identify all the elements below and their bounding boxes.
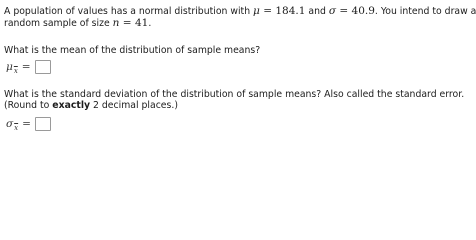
rounding-instruction [4, 100, 178, 111]
xbar-subscript: $\overline{x}$ [14, 124, 19, 132]
n-expression: n = 41 [112, 17, 149, 29]
and-text: and [305, 6, 329, 17]
n-symbol: n [112, 17, 120, 29]
mu-letter: μ [6, 61, 13, 73]
mu-value: 184.1 [275, 5, 306, 17]
equals-sign: = [21, 61, 31, 73]
problem-intro-text-2: . You intend to draw a [374, 6, 476, 17]
question-1-answer-row [6, 58, 51, 76]
question-2-text: What is the standard deviation of the distribution of sample means? Also called the standard error. [4, 89, 465, 100]
round-prefix: (Round to [4, 100, 53, 111]
equals-sign: = [22, 118, 31, 130]
period: . [148, 18, 152, 29]
xbar-subscript: $\overline{x}$ [13, 67, 18, 75]
n-value: 41 [134, 17, 149, 29]
sample-size-text: random sample of size [4, 18, 113, 29]
sigma-xbar-symbol [6, 118, 18, 130]
problem-line-2 [4, 18, 151, 29]
sigma-value: 40.9 [351, 5, 375, 17]
mean-answer-input[interactable] [35, 60, 51, 74]
round-suffix: 2 decimal places.) [90, 100, 178, 111]
sigma-expression: σ = 40.9 [328, 5, 375, 17]
problem-intro-text: A population of values has a normal distribution with [4, 6, 254, 17]
question-1-text: What is the mean of the distribution of sample means? [4, 45, 261, 56]
problem-line-1 [4, 6, 476, 17]
round-exactly: exactly [52, 100, 91, 111]
sigma-letter: σ [6, 118, 14, 130]
question-2-answer-row [6, 115, 51, 133]
mu-xbar-symbol [6, 61, 18, 73]
mu-expression: μ = 184.1 [253, 5, 306, 17]
mu-symbol: μ [253, 5, 260, 17]
sigma-symbol: σ [328, 5, 337, 17]
std-error-answer-input[interactable] [35, 117, 51, 131]
